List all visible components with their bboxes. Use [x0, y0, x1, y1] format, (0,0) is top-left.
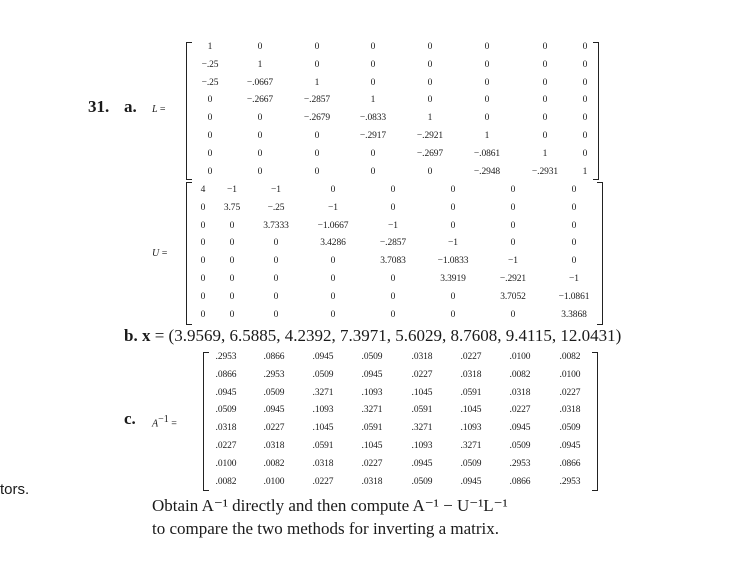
- L-cell-r3-c2: −.0667: [246, 77, 274, 88]
- U-cell-r6-c8: −1: [569, 274, 579, 284]
- L-cell-r6-c2: 0: [257, 131, 263, 141]
- U-cell-r8-c7: 0: [510, 309, 516, 320]
- Ainv-cell-r4-c4: .3271: [361, 405, 383, 416]
- U-cell-r6-c4: 0: [330, 274, 336, 284]
- U-cell-r8-c6: 0: [450, 309, 456, 320]
- U-cell-r4-c6: −1: [448, 238, 458, 249]
- U-cell-r1-c5: 0: [390, 185, 396, 195]
- Ainv-label: $A^{-1}$ =: [152, 414, 177, 430]
- U-cell-r5-c7: −1: [508, 256, 518, 267]
- L-cell-r8-c5: 0: [427, 166, 433, 177]
- L-cell-r4-c2: −.2667: [246, 95, 274, 106]
- U-cell-r5-c2: 0: [229, 256, 235, 267]
- L-cell-r8-c8: 1: [582, 166, 588, 177]
- L-cell-r1-c4: 0: [370, 42, 376, 52]
- U-cell-r2-c4: −1: [328, 202, 338, 213]
- closing-text-line-1: Obtain A⁻¹ directly and then compute A⁻¹ − U⁻¹L⁻¹: [152, 496, 508, 515]
- L-cell-r1-c3: 0: [314, 42, 320, 52]
- Ainv-cell-r7-c1: .0100: [215, 458, 237, 469]
- L-cell-r3-c6: 0: [484, 77, 490, 88]
- L-cell-r1-c8: 0: [582, 42, 588, 52]
- L-cell-r3-c8: 0: [582, 77, 588, 88]
- Ainv-cell-r5-c7: .0945: [509, 423, 531, 434]
- L-cell-r7-c1: 0: [207, 148, 213, 159]
- L-cell-r8-c4: 0: [370, 166, 376, 177]
- U-cell-r1-c6: 0: [450, 185, 456, 195]
- Ainv-cell-r7-c5: .0945: [411, 458, 433, 469]
- L-cell-r5-c1: 0: [207, 113, 213, 124]
- part-b-label: b.: [124, 326, 138, 345]
- Ainv-cell-r1-c8: .0082: [559, 352, 581, 362]
- Ainv-cell-r1-c7: .0100: [509, 352, 531, 362]
- L-cell-r4-c4: 1: [370, 95, 376, 106]
- U-cell-r6-c6: 3.3919: [440, 274, 466, 284]
- Ainv-cell-r6-c3: .0591: [312, 441, 334, 451]
- U-cell-r6-c7: −.2921: [499, 274, 527, 284]
- U-cell-r7-c1: 0: [200, 291, 206, 302]
- Ainv-cell-r1-c1: .2953: [215, 352, 237, 362]
- U-cell-r4-c7: 0: [510, 238, 516, 249]
- U-cell-r4-c3: 0: [273, 238, 279, 249]
- U-cell-r8-c1: 0: [200, 309, 206, 320]
- Ainv-cell-r8-c5: .0509: [411, 476, 433, 487]
- U-cell-r8-c5: 0: [390, 309, 396, 320]
- Ainv-cell-r1-c6: .0227: [460, 352, 482, 362]
- U-cell-r6-c5: 0: [390, 274, 396, 284]
- L-cell-r3-c7: 0: [542, 77, 548, 88]
- L-cell-r7-c3: 0: [314, 148, 320, 159]
- U-cell-r3-c7: 0: [510, 220, 516, 231]
- U-cell-r7-c8: −1.0861: [558, 291, 590, 302]
- L-cell-r2-c3: 0: [314, 59, 320, 70]
- Ainv-cell-r8-c4: .0318: [361, 476, 383, 487]
- L-cell-r8-c1: 0: [207, 166, 213, 177]
- Ainv-cell-r5-c6: .1093: [460, 423, 482, 434]
- U-cell-r5-c1: 0: [200, 256, 206, 267]
- Ainv-cell-r6-c2: .0318: [263, 441, 285, 451]
- L-cell-r4-c7: 0: [542, 95, 548, 106]
- L-cell-r6-c4: −.2917: [359, 131, 387, 141]
- U-cell-r7-c4: 0: [330, 291, 336, 302]
- L-cell-r5-c3: −.2679: [303, 113, 331, 124]
- Ainv-cell-r6-c5: .1093: [411, 441, 433, 451]
- L-cell-r3-c3: 1: [314, 77, 320, 88]
- L-left-bracket: [186, 42, 192, 180]
- Ainv-cell-r8-c6: .0945: [460, 476, 482, 487]
- Ainv-cell-r2-c2: .2953: [263, 369, 285, 380]
- Ainv-cell-r2-c7: .0082: [509, 369, 531, 380]
- U-cell-r1-c8: 0: [571, 185, 577, 195]
- L-cell-r1-c2: 0: [257, 42, 263, 52]
- Ainv-cell-r6-c6: .3271: [460, 441, 482, 451]
- Ainv-cell-r6-c1: .0227: [215, 441, 237, 451]
- L-cell-r5-c2: 0: [257, 113, 263, 124]
- L-cell-r2-c1: −.25: [201, 59, 219, 70]
- L-cell-r7-c5: −.2697: [416, 148, 444, 159]
- Ainv-cell-r5-c1: .0318: [215, 423, 237, 434]
- L-cell-r8-c6: −.2948: [473, 166, 501, 177]
- L-cell-r8-c7: −.2931: [531, 166, 559, 177]
- Ainv-cell-r3-c2: .0509: [263, 387, 285, 398]
- L-cell-r7-c8: 0: [582, 148, 588, 159]
- U-cell-r2-c7: 0: [510, 202, 516, 213]
- Ainv-right-bracket: [592, 352, 598, 491]
- U-cell-r5-c6: −1.0833: [437, 256, 469, 267]
- L-cell-r5-c7: 0: [542, 113, 548, 124]
- part-a-label: a.: [124, 97, 137, 116]
- Ainv-cell-r2-c6: .0318: [460, 369, 482, 380]
- U-cell-r2-c5: 0: [390, 202, 396, 213]
- Ainv-cell-r4-c6: .1045: [460, 405, 482, 416]
- U-left-bracket: [186, 182, 192, 325]
- U-cell-r5-c3: 0: [273, 256, 279, 267]
- Ainv-cell-r7-c8: .0866: [559, 458, 581, 469]
- U-cell-r4-c8: 0: [571, 238, 577, 249]
- L-cell-r8-c2: 0: [257, 166, 263, 177]
- L-cell-r4-c1: 0: [207, 95, 213, 106]
- closing-text-line-2: to compare the two methods for inverting a matrix.: [152, 519, 499, 538]
- Ainv-cell-r1-c4: .0509: [361, 352, 383, 362]
- U-cell-r8-c8: 3.3868: [561, 309, 587, 320]
- Ainv-cell-r8-c2: .0100: [263, 476, 285, 487]
- U-cell-r2-c3: −.25: [267, 202, 285, 213]
- L-cell-r3-c4: 0: [370, 77, 376, 88]
- U-cell-r3-c4: −1.0667: [317, 220, 349, 231]
- U-cell-r2-c6: 0: [450, 202, 456, 213]
- Ainv-cell-r3-c1: .0945: [215, 387, 237, 398]
- L-cell-r6-c1: 0: [207, 131, 213, 141]
- U-right-bracket: [597, 182, 603, 325]
- Ainv-cell-r8-c8: .2953: [559, 476, 581, 487]
- L-cell-r6-c5: −.2921: [416, 131, 444, 141]
- U-cell-r4-c5: −.2857: [379, 238, 407, 249]
- L-cell-r6-c6: 1: [484, 131, 490, 141]
- Ainv-cell-r7-c7: .2953: [509, 458, 531, 469]
- L-cell-r5-c8: 0: [582, 113, 588, 124]
- U-cell-r1-c1: 4: [200, 185, 206, 195]
- Ainv-left-bracket: [203, 352, 209, 491]
- Ainv-cell-r2-c4: .0945: [361, 369, 383, 380]
- Ainv-cell-r2-c8: .0100: [559, 369, 581, 380]
- L-cell-r5-c4: −.0833: [359, 113, 387, 124]
- Ainv-cell-r8-c7: .0866: [509, 476, 531, 487]
- problem-number: 31.: [88, 97, 110, 116]
- Ainv-cell-r2-c1: .0866: [215, 369, 237, 380]
- U-cell-r1-c2: −1: [227, 185, 237, 195]
- L-cell-r8-c3: 0: [314, 166, 320, 177]
- U-cell-r1-c3: −1: [271, 185, 281, 195]
- Ainv-cell-r5-c5: .3271: [411, 423, 433, 434]
- L-cell-r5-c5: 1: [427, 113, 433, 124]
- part-c-label: c.: [124, 409, 136, 428]
- L-cell-r4-c5: 0: [427, 95, 433, 106]
- L-cell-r7-c6: −.0861: [473, 148, 501, 159]
- Ainv-cell-r4-c5: .0591: [411, 405, 433, 416]
- L-cell-r1-c5: 0: [427, 42, 433, 52]
- U-cell-r1-c7: 0: [510, 185, 516, 195]
- part-b-line: [124, 326, 621, 346]
- margin-text-fragment: tors.: [0, 481, 30, 498]
- U-cell-r7-c6: 0: [450, 291, 456, 302]
- Ainv-cell-r6-c4: .1045: [361, 441, 383, 451]
- Ainv-cell-r7-c4: .0227: [361, 458, 383, 469]
- L-cell-r4-c6: 0: [484, 95, 490, 106]
- U-cell-r7-c5: 0: [390, 291, 396, 302]
- Ainv-cell-r2-c3: .0509: [312, 369, 334, 380]
- Ainv-cell-r6-c7: .0509: [509, 441, 531, 451]
- L-cell-r6-c8: 0: [582, 131, 588, 141]
- U-cell-r8-c3: 0: [273, 309, 279, 320]
- Ainv-cell-r4-c8: .0318: [559, 405, 581, 416]
- U-cell-r7-c7: 3.7052: [500, 291, 526, 302]
- U-cell-r5-c5: 3.7083: [380, 256, 406, 267]
- Ainv-cell-r3-c4: .1093: [361, 387, 383, 398]
- Ainv-cell-r7-c6: .0509: [460, 458, 482, 469]
- Ainv-cell-r8-c1: .0082: [215, 476, 237, 487]
- L-cell-r2-c6: 0: [484, 59, 490, 70]
- U-cell-r5-c4: 0: [330, 256, 336, 267]
- L-cell-r2-c2: 1: [257, 59, 263, 70]
- L-cell-r2-c7: 0: [542, 59, 548, 70]
- Ainv-cell-r3-c3: .3271: [312, 387, 334, 398]
- L-cell-r1-c6: 0: [484, 42, 490, 52]
- U-label: U =: [152, 248, 168, 259]
- Ainv-cell-r3-c8: .0227: [559, 387, 581, 398]
- Ainv-cell-r4-c7: .0227: [509, 405, 531, 416]
- Ainv-cell-r4-c2: .0945: [263, 405, 285, 416]
- U-cell-r5-c8: 0: [571, 256, 577, 267]
- U-cell-r4-c4: 3.4286: [320, 238, 346, 249]
- L-cell-r1-c1: 1: [207, 42, 213, 52]
- U-cell-r2-c1: 0: [200, 202, 206, 213]
- Ainv-cell-r3-c5: .1045: [411, 387, 433, 398]
- U-cell-r8-c4: 0: [330, 309, 336, 320]
- U-cell-r3-c1: 0: [200, 220, 206, 231]
- Ainv-cell-r1-c5: .0318: [411, 352, 433, 362]
- U-cell-r1-c4: 0: [330, 185, 336, 195]
- U-cell-r3-c3: 3.7333: [263, 220, 289, 231]
- L-cell-r3-c5: 0: [427, 77, 433, 88]
- Ainv-cell-r4-c1: .0509: [215, 405, 237, 416]
- U-cell-r4-c2: 0: [229, 238, 235, 249]
- Ainv-cell-r7-c2: .0082: [263, 458, 285, 469]
- L-cell-r4-c3: −.2857: [303, 95, 331, 106]
- L-cell-r4-c8: 0: [582, 95, 588, 106]
- U-cell-r6-c3: 0: [273, 274, 279, 284]
- L-cell-r7-c2: 0: [257, 148, 263, 159]
- Ainv-cell-r7-c3: .0318: [312, 458, 334, 469]
- Ainv-cell-r2-c5: .0227: [411, 369, 433, 380]
- U-cell-r3-c5: −1: [388, 220, 398, 231]
- L-cell-r2-c4: 0: [370, 59, 376, 70]
- Ainv-cell-r8-c3: .0227: [312, 476, 334, 487]
- U-cell-r2-c2: 3.75: [223, 202, 241, 213]
- L-cell-r2-c5: 0: [427, 59, 433, 70]
- L-cell-r6-c3: 0: [314, 131, 320, 141]
- U-cell-r6-c2: 0: [229, 274, 235, 284]
- L-cell-r1-c7: 0: [542, 42, 548, 52]
- U-cell-r3-c2: 0: [229, 220, 235, 231]
- x-vector-value: = (3.9569, 6.5885, 4.2392, 7.3971, 5.6029, 8.7608, 9.4115, 12.0431): [154, 326, 622, 345]
- Ainv-cell-r1-c2: .0866: [263, 352, 285, 362]
- Ainv-cell-r1-c3: .0945: [312, 352, 334, 362]
- U-cell-r2-c8: 0: [571, 202, 577, 213]
- Ainv-cell-r6-c8: .0945: [559, 441, 581, 451]
- L-cell-r2-c8: 0: [582, 59, 588, 70]
- U-cell-r7-c2: 0: [229, 291, 235, 302]
- L-cell-r7-c4: 0: [370, 148, 376, 159]
- L-right-bracket: [593, 42, 599, 180]
- U-cell-r6-c1: 0: [200, 274, 206, 284]
- Ainv-cell-r5-c3: .1045: [312, 423, 334, 434]
- Ainv-cell-r4-c3: .1093: [312, 405, 334, 416]
- Ainv-cell-r5-c8: .0509: [559, 423, 581, 434]
- U-cell-r3-c8: 0: [571, 220, 577, 231]
- Ainv-cell-r5-c2: .0227: [263, 423, 285, 434]
- Ainv-cell-r3-c7: .0318: [509, 387, 531, 398]
- L-cell-r6-c7: 0: [542, 131, 548, 141]
- U-cell-r7-c3: 0: [273, 291, 279, 302]
- x-vector-symbol: x: [141, 326, 151, 345]
- L-cell-r3-c1: −.25: [201, 77, 219, 88]
- Ainv-cell-r3-c6: .0591: [460, 387, 482, 398]
- Ainv-cell-r5-c4: .0591: [361, 423, 383, 434]
- U-cell-r8-c2: 0: [229, 309, 235, 320]
- L-cell-r7-c7: 1: [542, 148, 548, 159]
- U-cell-r3-c6: 0: [450, 220, 456, 231]
- L-label: L =: [152, 104, 166, 115]
- L-cell-r5-c6: 0: [484, 113, 490, 124]
- U-cell-r4-c1: 0: [200, 238, 206, 249]
